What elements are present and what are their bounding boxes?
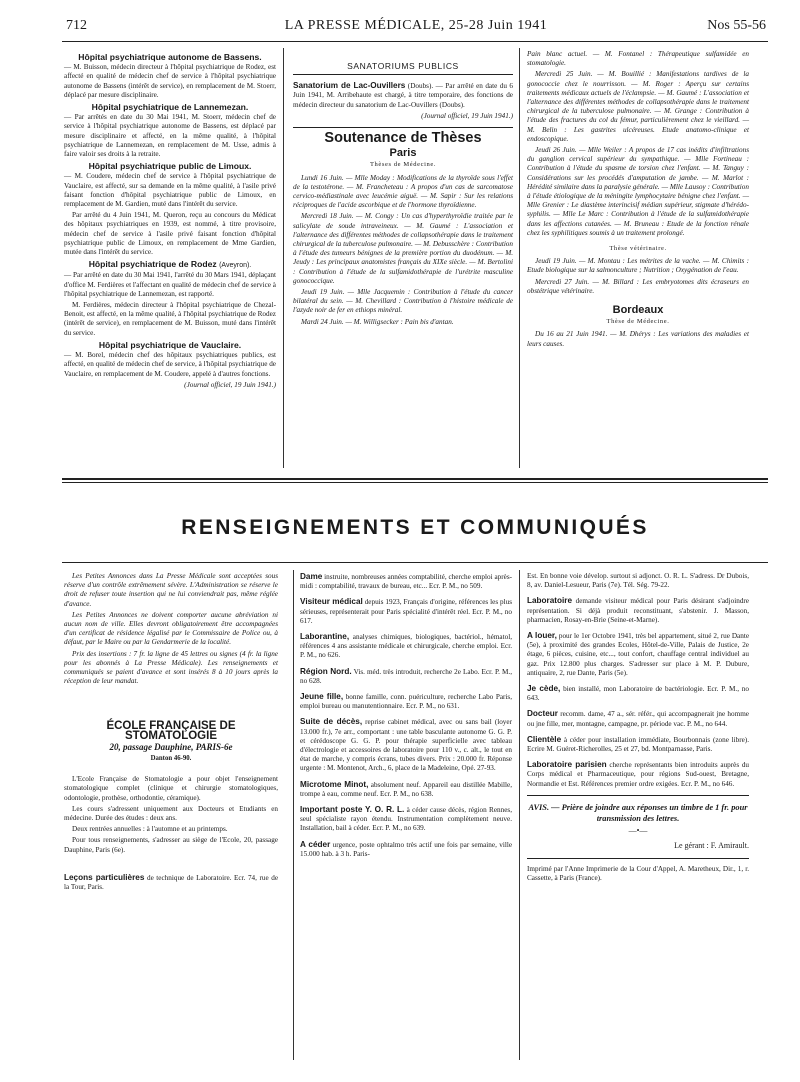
these-medecine-label: Thèses de Médecine. <box>369 161 437 169</box>
article-sanatorium: Sanatorium de Lac-Ouvillers (Doubs). — Par arrêté en date du 6 Juin 1941, M. Arribehaute est chargé, à titre temporaire, des fonctions de médecin directeur du sanatorium de Lac-Ouvillers (Doubs). <box>293 81 513 109</box>
these-entry: Pain blanc actuel. — M. Fontanel : Thérapeutique sulfamidée en stomatologie. <box>527 50 749 68</box>
avis-notice: AVIS. — Prière de joindre aux réponses un timbre de 1 fr. pour transmission des lettres. <box>528 802 748 823</box>
notice-paragraph: Les Petites Annonces ne doivent comporter aucune abréviation ni aucun nom de ville. Elles devront obligatoirement être accompagnées d'un certificat de résidence légalisé par le Commissaire de Police ou, à défaut, par le Maire ou par la Gendarmerie de la localité. <box>64 610 278 647</box>
column-theses-paris <box>293 62 513 329</box>
bordeaux-title: Bordeaux <box>612 304 664 317</box>
these-entry: Du 16 au 21 Juin 1941. — M. Dhérys : Les variations des maladies et leurs causes. <box>527 330 749 348</box>
classified-ad: Important poste Y. O. R. L. à céder cause décès, région Rennes, seul spécialiste rayon étendu. Instrumentation complètement neuve. Installation, bail à céder. Ecr. P. M., no 639. <box>300 805 512 833</box>
classified-ad: Région Nord. Vis. méd. très introduit, recherche 2e Labo. Ecr. P. M., no 628. <box>300 666 512 685</box>
theses-title: Soutenance de Thèses <box>324 130 482 147</box>
classified-ad: Jeune fille, bonne famille, conn. puériculture, recherche Labo Paris, emploi bureau ou manutentionnaire. Ecr. P. M., no 631. <box>300 692 513 711</box>
ecole-address: 20, passage Dauphine, PARIS-6e <box>109 741 233 752</box>
column-divider <box>283 48 284 468</box>
sanatoriums-title: SANATORIUMS PUBLICS <box>293 62 513 75</box>
these-entry: Mercredi 25 Juin. — M. Bouillié : Manifestations tardives de la gonococcie chez le nourrisson. — M. Roger : Aperçu sur certains traitements médicaux actuels de l'éclampsie. — M. Gaumé : L'association et l'alternance des différentes méthodes de collapsothérapie dans le traitement chirurgical de la tuberculose pulmonaire. — M. Grange : Contribution à l'étude des fractures du col du fémur, particulièrement chez le vieillard. — M. Belin : Les gastrites ulcéreuses. Etude anatomo-clinique et endoscopique. <box>527 70 749 143</box>
classified-ad: A louer, pour le 1er Octobre 1941, très bel appartement, situé 2, rue Dante (5e), à proximité des grandes Ecoles, Hôtel-de-Ville, Palais de Justice, 2e étage, 6 pièces, cuisine, etc..., tout confort, chauffage central individuel au gaz. Prix 12.800 plus charges. S'adresser sur place à M. P. Dubure, antiquaire, 2, rue Dante, Paris (5e). <box>527 631 750 677</box>
these-entry: Jeudi 19 Juin. — Mlle Jacquemin : Contribution à l'étude du cancer bilatéral du sein. — M. Chevillard : Contribution à l'histoire médicale de l'azyde noir de fer en ethiops minéral. <box>293 288 513 315</box>
section-rule-top-thin <box>62 482 768 483</box>
classified-ad: Docteur recomm. dame, 47 a., sér. référ., qui accompagnerait jne homme ou jne fille, mer, montagne, campagne, pr. période vac. P. M., no 644. <box>527 709 749 728</box>
column-hopitaux <box>64 50 276 392</box>
article-rodez-2: M. Ferdières, médecin directeur à l'hôpital psychiatrique de Chezal-Benoit, est affecté, en la même qualité, à l'hôpital psychiatrique de Rodez (intérêt de service), en remplacement de M. Buisson, muté dans l'intérêt du service. <box>64 301 276 337</box>
article-limoux: Hôpital psychiatrique public de Limoux. — M. Coudere, médecin chef de service à l'hôpital psychiatrique de Vauclaire, est affecté, sur sa demande en la même qualité, à l'asile privé faisant fonction d'hôpital psychiatrique public de Limoux, en remplacement de M. Gardien, muté dans l'intérêt du service. <box>64 161 276 209</box>
classified-ad: Est. En bonne voie dévelop. surtout si adjonct. O. R. L. S'adress. Dr Dubois, 8, av. Daniel-Lesueur, Paris (7e). Tél. Ség. 79-22. <box>527 572 749 590</box>
ads-column-1 <box>64 572 278 894</box>
source-journal-officiel: (Journal officiel, 19 Juin 1941.) <box>184 380 276 389</box>
section-rule <box>293 127 513 128</box>
paris-title: Paris <box>389 147 417 160</box>
notice-paragraph: Prix des insertions : 7 fr. la ligne de 45 lettres ou signes (4 fr. la ligne pour les abonnés à La Presse Médicale). Les renseignements et communiqués se paient d'avance et sont insérés 8 à 10 jours après la réception de leur mandat. <box>64 649 278 686</box>
imprimeur-rule <box>527 858 749 859</box>
column-divider <box>519 570 520 1060</box>
classified-ad: A céder urgence, poste ophtalmo très actif une fois par semaine, ville 15.000 hab. à 3 h. Paris- <box>300 839 513 858</box>
ads-column-2 <box>300 572 512 865</box>
article-vauclaire: Hôpital psychiatrique de Vauclaire. — M. Borel, médecin chef des hôpitaux psychiatriques publics, est affecté, en qualité de médecin chef de service, à l'hôpital psychiatrique de Vauclaire, en remplacement de M. Coudere, appelé à d'autres fonctions. <box>64 339 276 378</box>
article-limoux-2: Par arrêté du 4 Juin 1941, M. Queron, reçu au concours du Médicat des hôpitaux psychiatriques en 1939, est nommé, à titre provisoire, médecin chef de service à l'asile privé faisant fonction d'hôpital psychiatrique public de Limoux, en remplacement de Mme Gardien, mutée dans l'intérêt du service. <box>64 211 276 257</box>
ornament-divider: —•— <box>628 825 648 835</box>
article-rodez: Hôpital psychiatrique de Rodez (Aveyron). — Par arrêté en date du 30 Mai 1941, l'arrêté du 30 Mars 1941, déplaçant d'office M. Ferdières et l'affectant en qualité de médecin chef de service à l'hôpital psychiatrique de Lannemezan, est rapporté. <box>64 259 276 298</box>
classified-ad: Laborantine, analyses chimiques, biologiques, bactériol., hématol, références 4 ans assistante médicale et chirurgicale, cherche emploi. Ecr. P. M., no 626. <box>300 632 513 660</box>
these-entry: Jeudi 19 Juin. — M. Montau : Les métrites de la vache. — M. Chimits : Etude biologique sur la salmonculture ; Nutrition ; Oxygénation de l'eau. <box>527 257 749 275</box>
ecole-title: ÉCOLE FRANÇAISE DE STOMATOLOGIE <box>106 720 236 742</box>
imprimeur-line: Imprimé par l'Anne Imprimerie de la Cour d'Appel, A. Maretheux, Dir., 1, r. Cassette, à Paris (France). <box>527 865 749 883</box>
header-rule <box>62 41 768 42</box>
ecole-paragraph: Deux rentrées annuelles : à l'automne et au printemps. <box>72 825 228 834</box>
classified-ad: Clientèle à céder pour installation immédiate, Bourbonnais (zone libre). Ecrire M. Guéret-Richerolles, 25 et 27, bd. Montparnasse, Paris. <box>527 734 750 754</box>
classified-ad: Microtome Minot, absolument neuf. Appareil eau distillée Mabille, trompe à eau, comme neuf. Ecr. P. M., no 638. <box>300 779 512 798</box>
article-bassens: Hôpital psychiatrique autonome de Bassens. — M. Buisson, médecin directeur à l'hôpital psychiatrique de Rodez, est affecté en qualité de médecin chef de service à l'hôpital psychiatrique autonome de Bassens (intérêt de service), en remplacement de M. Stoerr, déplacé par mesure disciplinaire. <box>64 52 276 99</box>
sanatorium-source: (Journal officiel, 19 Juin 1941.) <box>421 111 513 120</box>
ecole-paragraph: Les cours s'adressent uniquement aux Docteurs et Etudiants en médecine. Durée des études : deux ans. <box>64 804 278 823</box>
bordeaux-these-label: Thèse de Médecine. <box>606 318 670 326</box>
these-entry: Mardi 24 Juin. — M. Willigsecker : Pain bis d'antan. <box>301 317 454 326</box>
gerant-signature: Le gérant : F. Amirault. <box>674 841 749 851</box>
notice-paragraph: Les Petites Annonces dans La Presse Médicale sont acceptées sous réserve d'un contrôle extrêmement sévère. L'Administration se réserve le droit de refuser toute insertion qui ne lui conviendrait pas, même réglée d'avance. <box>64 572 278 608</box>
ad-lecons: Leçons particulières de technique de Laboratoire. Ecr. 74, rue de la Tour, Paris. <box>64 872 279 892</box>
classified-ad: Dame instruite, nombreuses années comptabilité, cherche emploi après-midi : comptabilité, travaux de bureau, etc... Ecr. P. M., no 509. <box>300 572 513 591</box>
these-entry: Lundi 16 Juin. — Mlle Moday : Modifications de la thyroïde sous l'effet de la testotérone. — M. Francheteau : A propos d'un cas de sarcomatose cervico-médiastinale avec leucémie aiguë. — M. Sapir : Sur les relations réciproques de l'acide ascorbique et de l'hormone thyroïdienne. <box>293 173 513 210</box>
these-entry: Mercredi 27 Juin. — M. Billard : Les embryotomes dits écraseurs en obstétrique vétérinaire. <box>527 277 749 295</box>
avis-rule <box>527 795 749 796</box>
veterinaire-label: Thèse vétérinaire. <box>609 245 667 253</box>
classified-ad: Visiteur médical depuis 1923, Français d'origine, références les plus sérieuses, représenterait pour Paris spécialité d'intérêt réel. Ecr. P. M., no 617. <box>300 597 513 625</box>
ecole-paragraph: L'Ecole Française de Stomatologie a pour objet l'enseignement stomatologique complet (clinique et chirurgie stomatologiques, odontologie, prothèse, orthodontie, céramique). <box>64 775 278 802</box>
classified-ad: Laboratoire parisien cherche représentants bien introduits auprès du Corps médical et Pharmaceutique, pour régions Sud-ouest, Bretagne, Normandie et Est. Références premier ordre exigées. Ecr. P. M., no 646. <box>527 760 750 788</box>
classified-ad: Je cède, bien installé, mon Laboratoire de bactériologie. Ecr. P. M., no 643. <box>527 684 749 703</box>
page-number: 712 <box>66 18 87 33</box>
ads-column-3 <box>527 572 749 884</box>
spacer <box>64 688 278 722</box>
section-rule-top <box>62 478 768 480</box>
article-lannemezan: Hôpital psychiatrique de Lannemezan. — Par arrêtés en date du 30 Mai 1941, M. Stoerr, médecin chef de service à l'hôpital psychiatrique autonome de Bassens, est déplacé par mesure disciplinaire et affecté, en la même qualité, à l'hôpital psychiatrique de Lannemezan, en remplacement de M. Usse, admis à faire valoir ses droits à la retraite. <box>64 102 276 159</box>
page-header <box>66 18 766 38</box>
ecole-paragraph: Pour tous renseignements, s'adresser au siège de l'Ecole, 20, passage Dauphine, Paris (6e). <box>64 836 278 854</box>
spacer <box>64 857 278 873</box>
section-title: RENSEIGNEMENTS ET COMMUNIQUÉS <box>181 516 649 539</box>
classified-ad: Suite de décès, reprise cabinet médical, avec ou sans bail (loyer 13.000 fr.), 7e arr., comportant : une table basculante autonome G. G. P. et cérédoscope G. G. P. pour thérapie superficielle avec tableau d'électrologie et accessoires de laboratoire pour 110 v., c. alt., le tout en état de marche, y compris écrans, tubes divers. Prix : 20.000 fr. Réponse urgente : M. Montenot, Arch., 6, place de la Madeleine, Opé. 27-93. <box>300 717 512 773</box>
section-rule-bottom <box>62 562 768 563</box>
journal-title: LA PRESSE MÉDICALE, 25-28 Juin 1941 <box>284 18 548 33</box>
classified-ad: Laboratoire demande visiteur médical pour Paris désirant s'adjoindre représentation. Si déjà produit reconstituant, s'abstenir. J. Masson, pharmacien, Rosay-en-Brie (Seine-et-Marne). <box>527 596 749 624</box>
these-entry: Mercredi 18 Juin. — M. Congy : Un cas d'hyperthyroïdie traitée par le salicylate de soude intraveineux. — M. Gaumé : L'association et l'alternance des différentes méthodes de collapsothérapie dans le traitement chirurgical de la tuberculose pulmonaire. — M. Debusschère : Contribution à l'étude des tumeurs bénignes de la première portion du duodénum. — M. Jeudy : Les principaux anatomistes français du XIXe siècle. — M. Bertolini : Contribution à l'étude de la sulfamidothérapie de l'urétrite masculine gonococcique. <box>293 212 513 285</box>
these-entry: Jeudi 26 Juin. — Mlle Weiler : A propos de 17 cas inédits d'infiltrations du ganglion cervical supérieur du sympathique. — Mlle Fortineau : Contribution à l'étude du spasme de torsion chez l'enfant. — M. Tanguy : Considérations sur les procédés d'amputation de jambe. — M. Marlot : Hérédité similaire dans la paralysie générale. — Mlle Lausoy : Contribution à l'étude étiologique de la méningite lymphocytaire bénigne chez l'enfant. — Mlle Grenier : Le diastème interincisif médian supérieur, stigmate d'hérédo-syphilis. — Mlle Le Marc : Contribution à l'étude de la sulfamidothérapie dans les affections cutanées. — M. Bruneau : Etude de la fonction rénale chez les syphilitiques soumis à un traitement prolongé. <box>527 146 749 237</box>
column-divider <box>293 570 294 1060</box>
ecole-phone: Danton 46-90. <box>150 755 192 763</box>
column-theses-suite <box>527 50 749 351</box>
column-divider <box>519 48 520 468</box>
issue-number: Nos 55-56 <box>707 18 766 33</box>
